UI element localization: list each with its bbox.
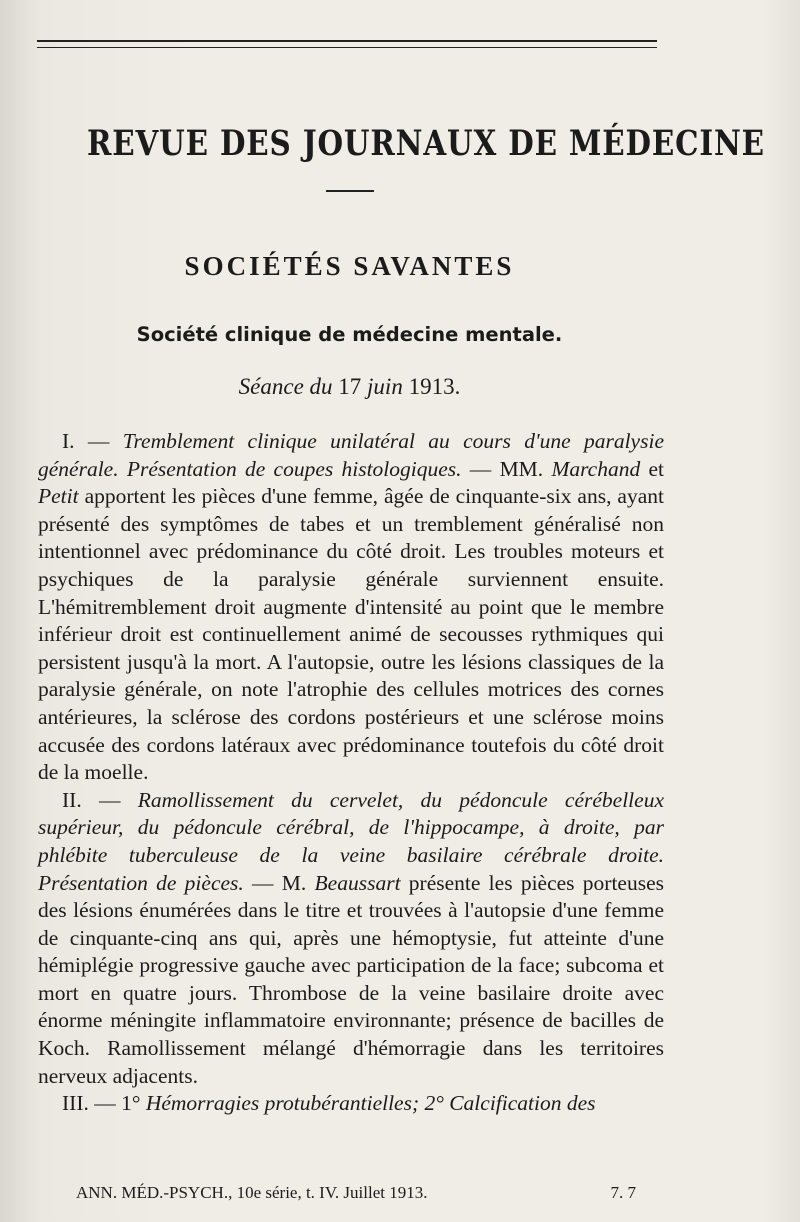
authors-prefix: — M.	[243, 870, 315, 895]
paragraph-1	[38, 428, 664, 787]
paragraph-2	[38, 787, 664, 1091]
item-title: Tremblement clinique unilatéral au cours d'une paralysie générale. Présentation de coupes histologiques.	[38, 429, 664, 481]
author-name: Beaussart	[314, 870, 401, 895]
title-separator	[326, 190, 374, 192]
page-footer	[76, 1183, 636, 1203]
paragraph-3	[38, 1090, 664, 1118]
item-title: Ramollissement du cervelet, du pédoncule cérébelleux supérieur, du pédoncule cérébral, de l'hippocampe, à droite, par phlébite tuberculeuse de la veine basilaire cérébrale droite. Présentation de pièces.	[38, 787, 664, 895]
item-number: I. —	[62, 429, 123, 453]
seance-year: 1913.	[408, 374, 461, 399]
seance-label: Séance du	[238, 374, 333, 399]
author-name: Petit	[38, 484, 79, 509]
journal-title: REVUE DES JOURNAUX DE MÉDECINE	[87, 123, 765, 164]
society-name: Société clinique de médecine mentale.	[136, 323, 563, 346]
author-conjunction: et	[640, 456, 664, 481]
footer-citation: ANN. MÉD.-PSYCH., 10e série, t. IV. Juillet 1913.	[76, 1183, 428, 1202]
page-number: 7. 7	[610, 1183, 636, 1202]
item-title: Hémorragies protubérantielles; 2° Calcification des	[145, 1091, 596, 1116]
item-number: II. —	[62, 787, 138, 812]
author-name: Marchand	[551, 456, 641, 481]
article-body	[38, 428, 664, 1118]
top-rule-thin	[37, 47, 657, 48]
authors-prefix: — MM.	[461, 456, 552, 481]
item-number: III. — 1°	[62, 1091, 146, 1116]
seance-day: 17	[338, 374, 362, 399]
seance-month: juin	[367, 374, 403, 399]
item-text: présente les pièces porteuses des lésions énumérées dans le titre et trouvées à l'autopsie d'une femme de cinquante-cinq ans qui, après une hémoptysie, fut atteinte d'une hémiplégie progressive gauche avec participation de la face; subcoma et mort en quatre jours. Thrombose de la veine basilaire droite avec énorme méningite inflammatoire environnante; présence de bacilles de Koch. Ramollissement mélangé d'hémorragie dans les territoires nerveux adjacents.	[38, 870, 664, 1088]
seance-date	[37, 374, 662, 400]
item-text: apportent les pièces d'une femme, âgée de cinquante-six ans, ayant présenté des symptômes de tabes et un tremblement généralisé non intentionnel avec prédominance du côté droit. Les troubles moteurs et psychiques de la paralysie générale surviennent ensuite. L'hémitremblement droit augmente d'intensité au point que le membre inférieur droit est continuellement animé de secousses rythmiques qui persistent jusqu'à la mort. A l'autopsie, outre les lésions classiques de la paralysie générale, on note l'atrophie des cellules motrices des cornes antérieures, la sclérose des cordons postérieurs et une sclérose moins accusée des cordons latéraux avec prédominance toutefois du côté droit de la moelle.	[38, 484, 664, 785]
top-rule	[37, 40, 657, 42]
section-title: SOCIÉTÉS SAVANTES	[184, 251, 515, 281]
